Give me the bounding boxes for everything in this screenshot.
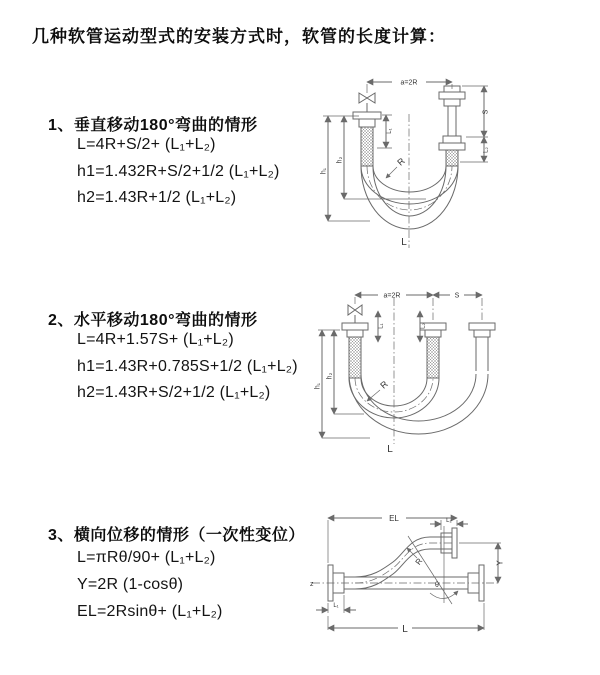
section-1-formula-L: L=4R+S/2+ (L₁+L₂) [77,136,216,153]
left-braided-hose [361,127,373,166]
radius-label: R [395,155,407,168]
dimension-h2 [337,116,427,199]
section-3-formula-Y: Y=2R (1-cosθ) [77,576,184,593]
u-hose-arcs [349,374,488,434]
dim-label-L1: L₁ [378,323,385,329]
middle-braided-hose [427,337,439,378]
left-flange-fitting [353,112,381,127]
right-flange-fitting [439,86,465,150]
section-2-formula-L: L=4R+1.57S+ (L₁+L₂) [77,331,234,348]
section-3-formula-EL: EL=2Rsinθ+ (L₁+L₂) [77,603,223,620]
section-3-formula-L: L=πRθ/90+ (L₁+L₂) [77,549,216,566]
dim-label-a2r: a=2R [383,292,401,300]
dimension-L2 [430,518,468,530]
dim-label-a2r: a=2R [400,79,418,87]
displaced-s-curve-tube [355,528,457,589]
dim-label-L2: L₂ [483,147,490,153]
diagram-vertical-180-bend [314,74,514,256]
dim-label-S: S [482,109,490,115]
dimension-a2r [355,293,433,300]
dimension-L2 [484,137,490,162]
length-label: L [401,237,407,248]
radius-callout [386,156,407,178]
dim-label-L2: L₂ [446,518,452,524]
right-braided-hose [446,150,458,166]
diagram-lateral-displacement [310,506,510,641]
length-label: L [387,444,393,455]
section-2-formula-h1: h1=1.43R+0.785S+1/2 (L₁+L₂) [77,358,298,375]
dim-label-L1: L₁ [387,128,393,134]
section-2-heading: 2、水平移动180°弯曲的情形 [48,312,258,329]
left-flange-fitting [342,323,368,337]
dimension-L [328,603,484,635]
dimension-L1 [378,311,385,342]
dim-label-L2: L₂ [420,323,427,329]
dim-label-h1: h₁ [314,382,322,390]
right-flange-fitting-moved [469,323,495,371]
dim-label-h2: h₂ [336,156,344,164]
u-hose-arcs [361,166,458,229]
section-2-formula-h2: h2=1.43R+S/2+1/2 (L₁+L₂) [77,384,271,401]
radius-callout [367,379,390,401]
page-title: 几种软管运动型式的安装方式时，软管的长度计算： [32,27,446,46]
radius-label: R [413,556,425,567]
dimension-L1 [316,595,356,613]
section-1-formula-h2: h2=1.43R+1/2 (L₁+L₂) [77,189,237,206]
section-1-heading: 1、垂直移动180°弯曲的情形 [48,117,258,134]
dim-label-h1: h₁ [320,167,328,175]
left-braided-hose [349,337,361,378]
dim-label-S: S [454,292,460,300]
dim-label-Y: Y [495,560,505,566]
dim-label-h2: h₂ [326,372,334,380]
dim-label-L: L [402,624,408,635]
diagram-horizontal-180-bend [312,286,532,458]
theta-label: θ [435,582,439,589]
dimension-a2r [367,80,452,94]
dim-label-L1: L₁ [333,603,339,609]
valve-icon [359,93,375,112]
dimension-L1 [377,115,393,148]
valve-icon [348,305,362,323]
dimension-S [355,293,482,305]
dim-label-EL: EL [389,514,399,523]
angle-construction [408,526,458,604]
radius-label: R [378,378,390,391]
section-3-heading: 3、横向位移的情形（一次性变位） [48,527,305,544]
axis-label: z [310,581,314,588]
dimension-EL [328,514,457,563]
section-1-formula-h1: h1=1.432R+S/2+1/2 (L₁+L₂) [77,163,280,180]
